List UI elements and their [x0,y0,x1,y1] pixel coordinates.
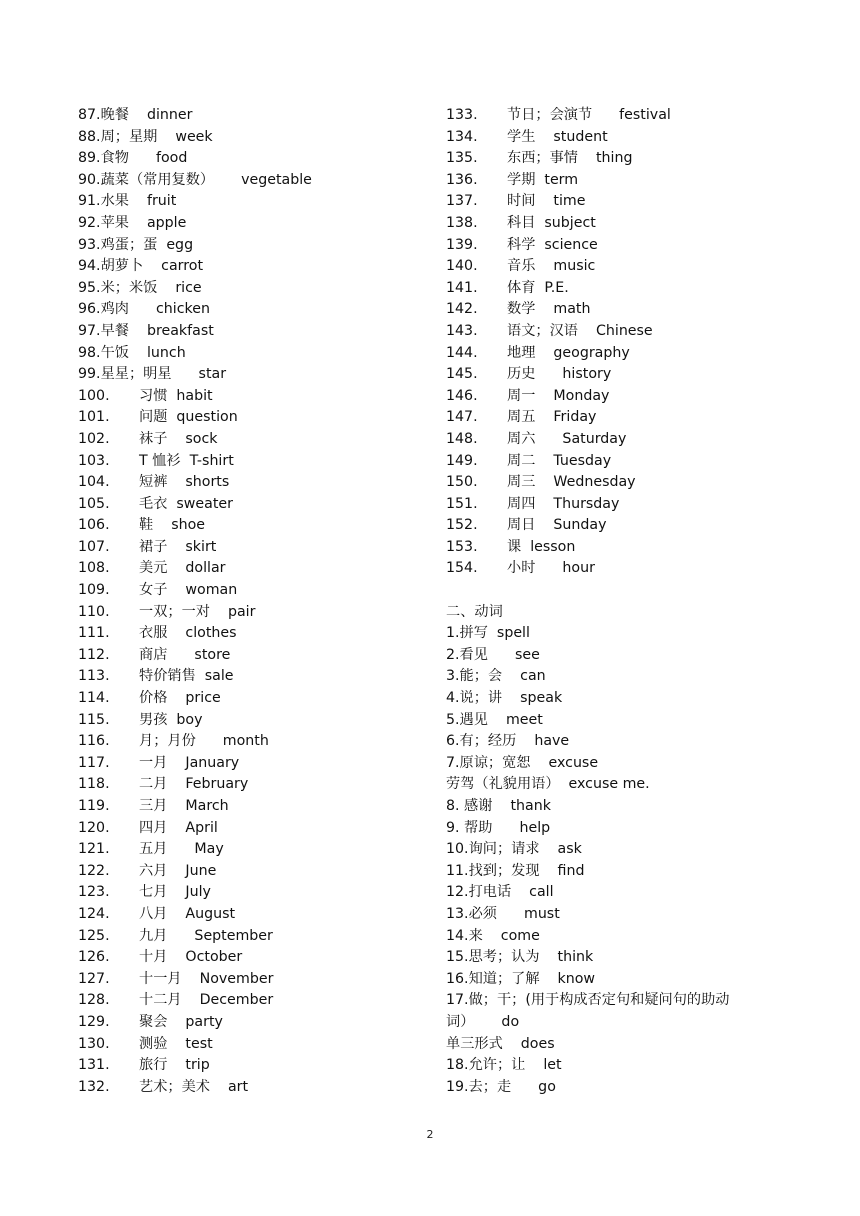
vocab-entry [446,105,826,127]
right-column [446,105,826,1098]
entry-number: 152. [446,517,478,534]
vocab-entry [446,429,826,451]
entry-number: 153. [446,538,478,555]
verb-line: 16.知道；了解 know [446,970,596,987]
entry-text: 地理 geography [507,344,630,361]
entry-text: 节日；会演节 festival [507,107,671,123]
vocab-line: 99.星星；明星 star [78,366,227,383]
vocab-entry [78,537,428,559]
entry-text: 二月 February [139,776,249,793]
vocab-entry [446,321,826,343]
entry-number: 138. [446,214,478,231]
entry-text: 特价销售 sale [139,668,234,685]
vocab-entry [78,386,428,408]
verb-line: 劳驾（礼貌用语） excuse me. [446,776,650,793]
entry-text: 音乐 music [507,258,596,275]
vocab-entry [446,537,826,559]
entry-number: 150. [446,474,478,491]
entry-number: 144. [446,344,478,361]
verb-line: 17.做；干；(用于构成否定句和疑问句的助动 [446,992,730,1009]
entry-number: 106. [78,517,110,534]
vocab-entry [78,839,428,861]
vocab-entry [78,472,428,494]
entry-number: 124. [78,905,110,922]
entry-number: 100. [78,387,110,404]
vocab-entry [78,623,428,645]
vocab-entry [78,818,428,840]
verb-line: 2.看见 see [446,646,540,663]
entry-text: 聚会 party [139,1013,223,1030]
vocab-line: 90.蔬菜（常用复数） vegetable [78,171,312,188]
entry-text: 周二 Tuesday [507,452,612,469]
entry-number: 135. [446,150,478,167]
entry-number: 127. [78,970,110,987]
entry-text: 短裤 shorts [139,474,230,491]
vocab-entry [446,170,826,192]
vocab-entry [446,558,826,580]
entry-number: 154. [446,560,478,577]
entry-number: 132. [78,1078,110,1095]
section-title: 二、动词 [446,603,503,620]
entry-text: 课 lesson [507,538,576,555]
entry-text: 一月 January [139,754,240,771]
entry-number: 107. [78,538,110,555]
entry-text: 周六 Saturday [507,430,627,447]
entry-text: 数学 math [507,301,591,318]
entry-number: 141. [446,279,478,296]
entry-number: 108. [78,560,110,577]
entry-text: 男孩 boy [139,711,203,728]
entry-number: 128. [78,992,110,1009]
vocab-entry [446,407,826,429]
verb-line: 13.必须 must [446,905,560,922]
vocab-entry [78,1012,428,1034]
entry-number: 131. [78,1057,110,1074]
entry-number: 122. [78,862,110,879]
entry-text: 八月 August [139,905,236,922]
entry-text: 鞋 shoe [139,517,206,534]
entry-text: 历史 history [507,366,612,383]
entry-text: 价格 price [139,690,221,707]
vocab-entry [446,299,826,321]
verb-line: 8. 感谢 thank [446,798,551,814]
entry-number: 120. [78,819,110,836]
entry-text: 习惯 habit [139,387,213,404]
vocab-entry [78,969,428,991]
verb-line: 词） do [446,1013,520,1030]
vocab-entry [78,494,428,516]
vocab-entry [78,1077,428,1099]
entry-text: 四月 April [139,819,218,836]
entry-text: 艺术；美术 art [139,1078,249,1095]
vocab-entry [78,882,428,904]
entry-number: 121. [78,841,110,858]
entry-text: 科目 subject [507,214,596,231]
entry-number: 112. [78,646,110,663]
entry-number: 147. [446,409,478,426]
vocab-entry [446,472,826,494]
verb-list-continued [446,1034,826,1099]
entry-text: 九月 September [139,927,273,944]
entry-text: 体育 P.E. [507,279,569,296]
entry-number: 125. [78,927,110,944]
vocab-entry [78,515,428,537]
vocab-entry [446,278,826,300]
verb-line: 单三形式 does [446,1035,555,1052]
vocab-line: 89.食物 food [78,150,188,167]
entry-text: 商店 store [139,646,231,663]
entry-text: 袜子 sock [139,430,218,447]
entry-number: 130. [78,1035,110,1052]
vocab-entry [78,451,428,473]
vocab-entry [78,774,428,796]
verb-line: 4.说；讲 speak [446,690,563,707]
entry-number: 145. [446,366,478,383]
vocab-entry [78,796,428,818]
entry-text: 周五 Friday [507,409,597,426]
entry-text: 测验 test [139,1035,213,1052]
vocab-line: 91.水果 fruit [78,193,177,210]
entry-number: 113. [78,668,110,685]
vocab-entry [446,343,826,365]
entry-text: 毛衣 sweater [139,495,233,512]
entry-number: 136. [446,171,478,188]
entry-number: 104. [78,474,110,491]
entry-text: 周日 Sunday [507,517,607,534]
entry-number: 102. [78,430,110,447]
entry-text: 月；月份 month [139,733,269,750]
vocab-entry [78,407,428,429]
entry-number: 139. [446,236,478,253]
vocab-entry [446,494,826,516]
entry-text: T 恤衫 T-shirt [139,452,234,469]
verb-line: 12.打电话 call [446,884,554,901]
vocab-entry [446,256,826,278]
vocab-entry [78,558,428,580]
vocab-entry [78,753,428,775]
vocab-line: 97.早餐 breakfast [78,322,214,339]
vocab-entry [446,127,826,149]
vocab-entry [78,666,428,688]
vocab-entry [446,213,826,235]
vocab-entry [78,1034,428,1056]
vocab-line: 98.午饭 lunch [78,344,186,361]
entry-text: 七月 July [139,884,211,901]
entry-text: 问题 question [139,409,238,426]
verb-line: 6.有；经历 have [446,733,570,750]
entry-text: 旅行 trip [139,1057,210,1074]
verb-line: 10.询问；请求 ask [446,841,582,858]
vocab-entry [78,602,428,624]
entry-text: 五月 May [139,841,224,858]
verb-line: 3.能；会 can [446,668,546,685]
verb-line: 15.思考；认为 think [446,949,594,966]
verb-line: 19.去；走 go [446,1078,556,1095]
verb-line: 5.遇见 meet [446,711,543,728]
vocab-line: 94.胡萝卜 carrot [78,258,204,275]
entry-text: 时间 time [507,193,586,210]
entry-number: 109. [78,582,110,599]
verb-line: 18.允许；让 let [446,1057,562,1074]
left-numbered-entries [78,386,428,1099]
vocab-entry [78,645,428,667]
entry-text: 周三 Wednesday [507,474,636,491]
left-column [78,105,428,1098]
entry-text: 科学 science [507,236,598,253]
vocab-entry [446,148,826,170]
verb-line: 9. 帮助 help [446,819,551,836]
entry-number: 101. [78,409,110,426]
verb-line: 1.拼写 spell [446,625,530,642]
vocab-entry [78,710,428,732]
entry-text: 十二月 December [139,992,274,1009]
verb-list [446,623,826,990]
entry-text: 裙子 skirt [139,538,217,555]
entry-number: 148. [446,430,478,447]
entry-text: 女子 woman [139,582,238,599]
page-number: 2 [426,1128,434,1141]
entry-number: 110. [78,603,110,620]
entry-text: 周四 Thursday [507,495,620,512]
entry-text: 周一 Monday [507,387,610,404]
blank-line [446,580,826,602]
entry-text: 三月 March [139,798,229,814]
vocab-line: 92.苹果 apple [78,214,187,231]
vocab-entry [78,429,428,451]
vocab-line: 96.鸡肉 chicken [78,301,210,318]
entry-text: 一双；一对 pair [139,603,256,620]
entry-text: 学期 term [507,171,579,188]
entry-text: 小时 hour [507,560,595,577]
vocab-entry [446,515,826,537]
entry-text: 六月 June [139,862,217,879]
vocab-entry [78,904,428,926]
entry-number: 143. [446,322,478,339]
vocab-entry [78,1055,428,1077]
right-numbered-entries [446,105,826,580]
entry-number: 117. [78,754,110,771]
vocab-entry [78,926,428,948]
verb-line: 7.原谅；宽恕 excuse [446,754,599,771]
vocab-entry [78,861,428,883]
entry-number: 140. [446,258,478,275]
vocab-entry [78,990,428,1012]
entry-number: 151. [446,495,478,512]
entry-number: 137. [446,193,478,210]
entry-text: 美元 dollar [139,560,226,577]
entry-number: 118. [78,776,110,793]
vocab-entry [446,235,826,257]
entry-number: 115. [78,711,110,728]
entry-text: 东西；事情 thing [507,150,633,167]
entry-number: 105. [78,495,110,512]
entry-text: 十月 October [139,949,243,966]
entry-number: 123. [78,884,110,901]
entry-number: 126. [78,949,110,966]
vocab-entry [78,947,428,969]
entry-number: 149. [446,452,478,469]
entry-number: 111. [78,625,110,642]
vocab-entry [446,191,826,213]
entry-number: 129. [78,1013,110,1030]
entry-number: 146. [446,387,478,404]
entry-number: 142. [446,301,478,318]
vocab-entry [78,688,428,710]
vocab-entry [78,580,428,602]
entry-text: 语文；汉语 Chinese [507,322,653,339]
vocab-line: 95.米；米饭 rice [78,279,202,296]
entry-text: 衣服 clothes [139,625,237,642]
vocab-entry [446,451,826,473]
vocab-line: 88.周；星期 week [78,128,213,145]
vocab-entry [78,731,428,753]
vocab-line: 87.晚餐 dinner [78,107,193,123]
entry-number: 134. [446,128,478,145]
verb-line: 11.找到；发现 find [446,862,585,879]
vocab-entry [446,364,826,386]
vocab-line: 93.鸡蛋；蛋 egg [78,236,194,253]
entry-number: 119. [78,798,110,814]
entry-text: 学生 student [507,128,608,145]
entry-number: 133. [446,107,478,123]
vocab-entry [446,386,826,408]
entry-number: 103. [78,452,110,469]
entry-number: 116. [78,733,110,750]
verb-line: 14.来 come [446,927,540,944]
entry-number: 114. [78,690,110,707]
entry-text: 十一月 November [139,970,274,987]
